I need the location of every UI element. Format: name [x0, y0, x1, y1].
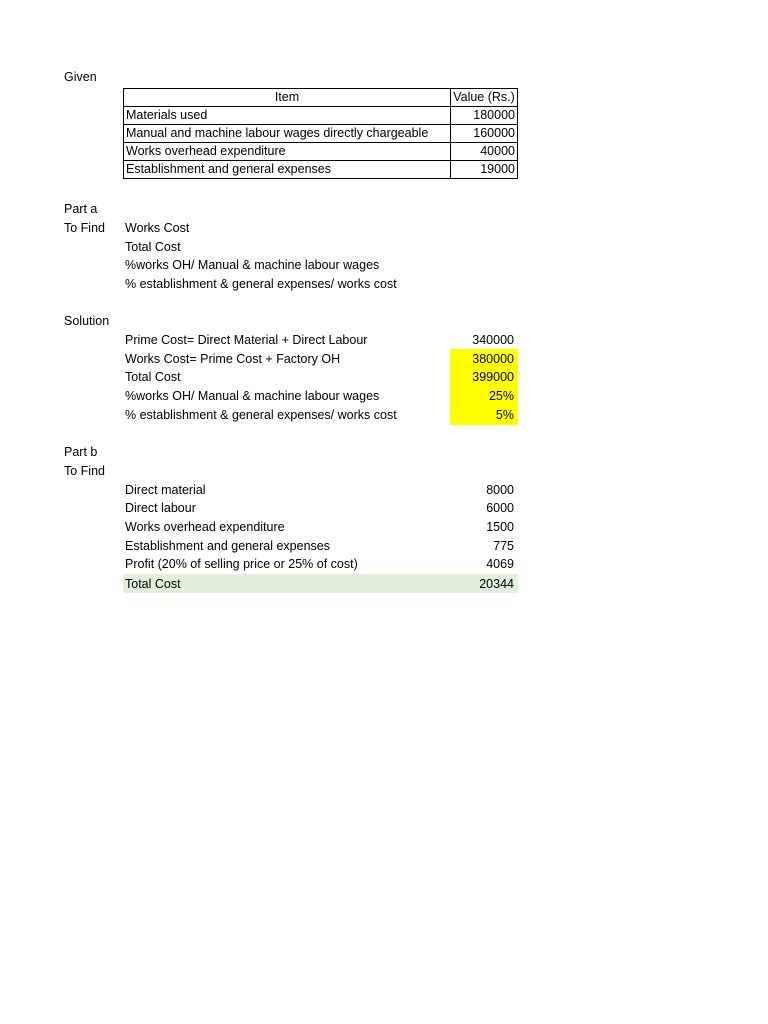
cell-item[interactable]: Works overhead expenditure — [124, 143, 451, 161]
cell-value[interactable]: 160000 — [451, 125, 518, 143]
given-table — [123, 88, 518, 179]
solution-row-label[interactable]: %works OH/ Manual & machine labour wages — [125, 389, 380, 403]
cell-value[interactable]: 40000 — [451, 143, 518, 161]
solution-row-value[interactable]: 399000 — [472, 370, 514, 384]
header-value: Value (Rs.) — [451, 89, 518, 107]
to-find-item[interactable]: % establishment & general expenses/ works cost — [125, 277, 397, 291]
part-b-label: Part b — [64, 445, 98, 459]
part-b-row-value[interactable]: 6000 — [486, 501, 514, 515]
table-row — [124, 107, 518, 125]
to-find-item[interactable]: %works OH/ Manual & machine labour wages — [125, 258, 380, 272]
solution-row-value[interactable]: 380000 — [472, 352, 514, 366]
part-b-row-label[interactable]: Works overhead expenditure — [125, 520, 285, 534]
table-row — [124, 161, 518, 179]
part-a-to-find-label: To Find — [64, 221, 105, 235]
cell-value[interactable]: 180000 — [451, 107, 518, 125]
given-label: Given — [64, 70, 97, 84]
solution-label: Solution — [64, 314, 110, 328]
total-cost-label[interactable]: Total Cost — [125, 577, 181, 591]
solution-row-label[interactable]: Prime Cost= Direct Material + Direct Labour — [125, 333, 368, 347]
cell-item[interactable]: Establishment and general expenses — [124, 161, 451, 179]
part-b-row-label[interactable]: Profit (20% of selling price or 25% of cost) — [125, 557, 358, 571]
part-b-row-value[interactable]: 4069 — [486, 557, 514, 571]
part-b-row-value[interactable]: 775 — [493, 539, 514, 553]
part-b-row-label[interactable]: Establishment and general expenses — [125, 539, 330, 553]
header-item: Item — [124, 89, 451, 107]
solution-row-value[interactable]: 5% — [495, 408, 514, 422]
table-row — [124, 125, 518, 143]
part-a-label: Part a — [64, 202, 98, 216]
table-row — [124, 143, 518, 161]
to-find-item[interactable]: Works Cost — [125, 221, 190, 235]
solution-row-value[interactable]: 340000 — [472, 333, 514, 347]
solution-row-value[interactable]: 25% — [488, 389, 514, 403]
solution-row-label[interactable]: % establishment & general expenses/ works cost — [125, 408, 397, 422]
cell-item[interactable]: Manual and machine labour wages directly chargeable — [124, 125, 451, 143]
part-b-to-find-label: To Find — [64, 464, 105, 478]
solution-row-label[interactable]: Total Cost — [125, 370, 181, 384]
table-header-row — [124, 89, 518, 107]
total-cost-value[interactable]: 20344 — [479, 577, 514, 591]
to-find-item[interactable]: Total Cost — [125, 240, 181, 254]
part-b-row-value[interactable]: 1500 — [486, 520, 514, 534]
part-b-row-label[interactable]: Direct material — [125, 483, 206, 497]
solution-row-label[interactable]: Works Cost= Prime Cost + Factory OH — [125, 352, 341, 366]
cell-item[interactable]: Materials used — [124, 107, 451, 125]
cell-value[interactable]: 19000 — [451, 161, 518, 179]
part-b-row-value[interactable]: 8000 — [486, 483, 514, 497]
part-b-row-label[interactable]: Direct labour — [125, 501, 196, 515]
